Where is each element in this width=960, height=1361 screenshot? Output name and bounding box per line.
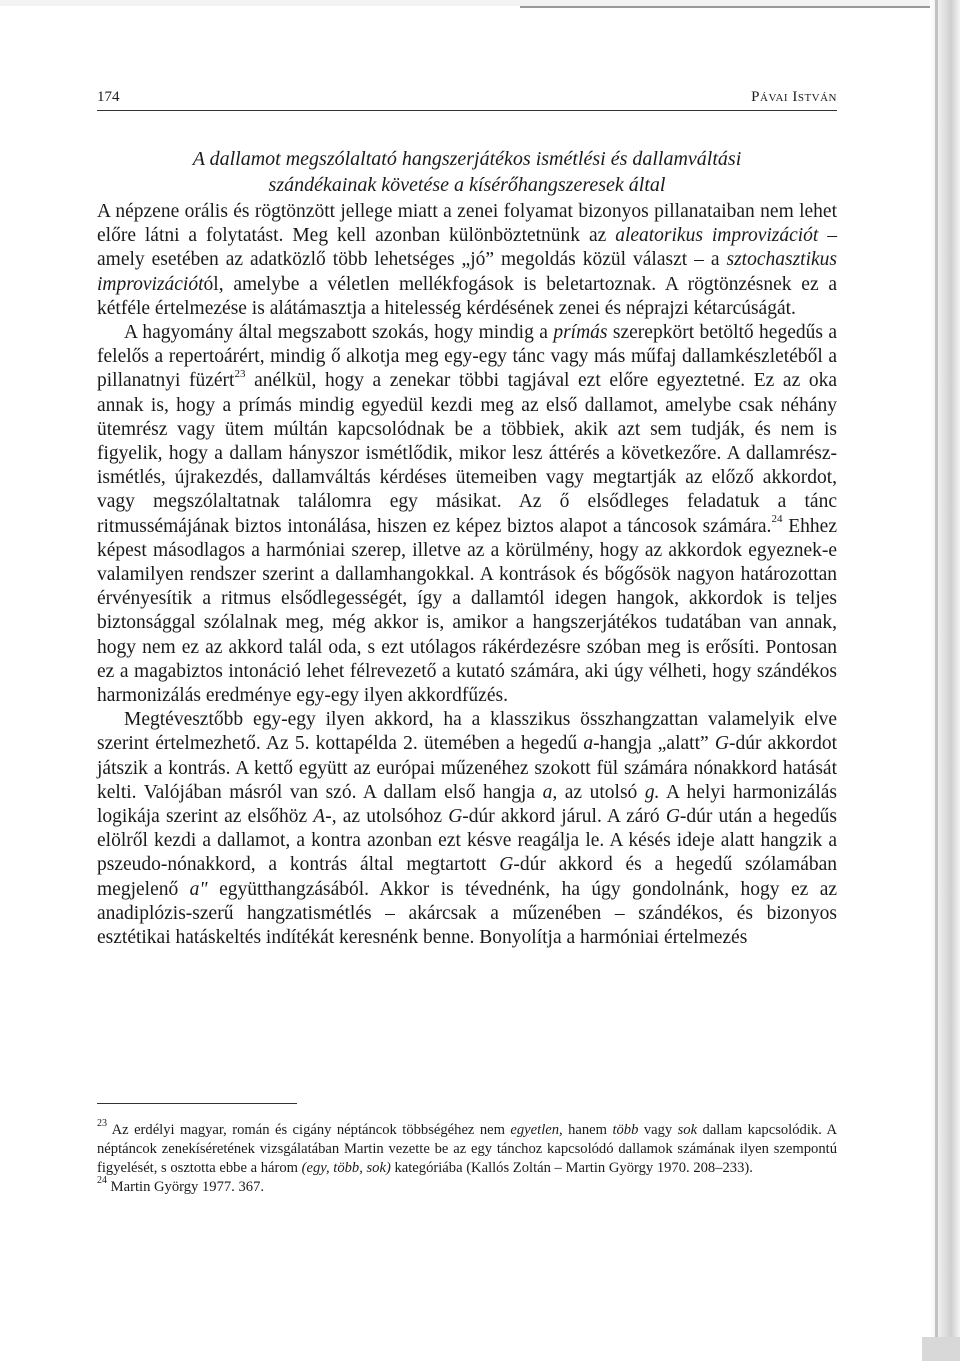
text-run: A népzene orális és rögtönzött jellege miatt a zenei folyamat bizonyos pillanataiban nem lehet előre látni a folytatást. Meg kell azonban különböztetnünk az xyxy=(97,201,837,247)
text-run: kategóriába (Kallós Zoltán – Martin György 1970. 208–233). xyxy=(390,1160,753,1176)
italic-term: prímás xyxy=(553,322,608,344)
text-run: -dúr akkord járul. A záró xyxy=(462,806,666,828)
scan-right-shadow xyxy=(935,0,938,1361)
footnote-ref-24[interactable]: 24 xyxy=(771,513,783,526)
footnote-divider xyxy=(97,1103,297,1104)
italic-term: g. xyxy=(644,781,660,803)
italic-term: (egy, több, sok) xyxy=(301,1160,391,1176)
paragraph-3 xyxy=(97,708,837,950)
paragraph-2 xyxy=(97,321,837,708)
text-run: Az erdélyi magyar, román és cigány néptáncok többségéhez nem xyxy=(107,1122,511,1138)
footnote-23 xyxy=(97,1118,837,1178)
text-run: Ehhez képest másodlagos a harmóniai szerep, illetve az a körülmény, hogy az akkordok egyeznek-e valamilyen rendszer szerint a dallamhangokkal. A kontrások és bőgősök nagyon határozottan érvényesítik a ritmus elsődlegességét, így a dallamtól idegen hangok, akkordok is teljes biztonsággal szólalnak meg, még akkor is, amikor a hangszerjátékos tudatában van annak, hogy nem ez az akkord talál oda, s ezt utólagos rákérdezésre szóban meg is erősíti. Pontosan ez a magabiztos intonáció lehet félrevezető a kutató számára, aki úgy vélheti, hogy szándékos harmonizálás eredménye egy-egy ilyen akkordfűzés. xyxy=(97,515,837,707)
footnote-number: 23 xyxy=(97,1118,107,1130)
italic-term: G xyxy=(499,854,514,876)
footnote-ref-23[interactable]: 23 xyxy=(234,367,246,380)
paragraph-1 xyxy=(97,200,837,321)
subtitle-line-2: szándékainak követése a kísérőhangszeresek által xyxy=(268,174,666,196)
italic-term: G xyxy=(448,806,463,828)
text-run: -dúr után a hegedűs elölről kezdi a dallamot, a kontra azonban ezt késve reagálja le. A késés ideje alatt hangzik a pszeudo-nónakkord, a kontrás által megtartott xyxy=(97,806,837,876)
footnotes xyxy=(97,1118,837,1197)
text-run: az utolsó xyxy=(557,781,645,803)
section-subtitle xyxy=(97,146,837,198)
text-run: – amely esetében az adatközlő több lehetséges „jó” megoldás közül választ – a xyxy=(97,225,838,271)
body-text xyxy=(97,200,837,950)
running-header xyxy=(97,86,837,111)
text-run: -hangja „alatt” xyxy=(593,733,715,755)
text-run: -dúr akkordot játszik a kontrás. A kettő együtt az európai műzenéhez szokott fül számára nónakkord hatását kelti. Valójában másról van szó. A dallam első hangja xyxy=(97,733,837,803)
text-run: hanem xyxy=(562,1122,613,1138)
italic-term: A xyxy=(313,806,326,828)
italic-term: aleatorikus improvizációt xyxy=(615,225,819,247)
footnote-24 xyxy=(97,1175,837,1197)
scan-top-line xyxy=(520,6,960,8)
italic-term: a, xyxy=(542,781,558,803)
italic-term: a" xyxy=(189,878,208,900)
text-run: ól, amelybe a véletlen mellékfogások is beletartoznak. A rögtönzésnek ez a kétféle értelmezése is alátámasztja a hitelesség kérdésének zenei és néprajzi kétarcúságát. xyxy=(97,273,837,319)
text-run: -, az utolsóhoz xyxy=(325,806,449,828)
text-run: anélkül, hogy a zenekar többi tagjával ezt előre egyeztetné. Ez az oka annak is, hogy a prímás mindig egyedül kezdi meg az első dallamot, amelybe csak néhány ütemrész vagy ütem múltán kapcsolódnak be a többiek, akik azt sem tudják, és nem is figyelik, hogy a dallam hányszor ismétlődik, mikor lesz áttérés a következőre. A dallamrész-ismétlés, újrakezdés, dallamváltás kérdéses ütemeiben vagy megtartják az előző akkordot, vagy megszólaltatnak találomra egy másikat. Az ő elsődleges feladatuk a tánc ritmussémájának biztos intonálása, hiszen ez képez biztos alapot a táncosok számára. xyxy=(97,370,837,537)
text-run: vagy xyxy=(638,1122,678,1138)
subtitle-line-1: A dallamot megszólaltató hangszerjátékos ismétlési és dallamváltási xyxy=(192,148,742,170)
text-run: -dúr akkord és a hegedű szólamában megjelenő xyxy=(97,854,838,900)
text-run: A helyi harmonizálás logikája szerint az elsőhöz xyxy=(97,781,837,828)
italic-term: a xyxy=(583,733,594,755)
italic-term: sztochasztikus improvizációt xyxy=(97,249,837,295)
text-run: A hagyomány által megszabott szokás, hogy mindig a xyxy=(124,322,554,344)
page-number: 174 xyxy=(97,89,120,105)
text-run: dallam kapcsolódik. A néptáncok zenekíséretének vizsgálatában Martin vezette be az egy tánchoz kapcsolódó dallamok számának ilyen szempontú figyelését, s osztotta ebbe a három xyxy=(97,1122,837,1176)
text-run: együtthangzásából. Akkor is tévednénk, ha úgy gondolnánk, hogy ez az anadiplózis-szerű hangzatismétlés – akárcsak a műzenében – szándékos, és bizonyos esztétikai hatáskeltés indítékát keresnénk benne. Bonyolítja a harmóniai értelmezés xyxy=(97,878,838,949)
italic-term: G xyxy=(665,806,680,828)
text-run: szerepkört betöltő hegedűs a felelős a repertoárért, mindig ő alkotja meg egy-egy tánc vagy más műfaj dallamkészletéből a pillanatnyi füzért xyxy=(97,322,838,392)
text-run: Martin György 1977. 367. xyxy=(107,1179,265,1195)
italic-term: sok xyxy=(677,1122,698,1138)
italic-term: egyetlen, xyxy=(510,1122,563,1138)
text-run: Megtévesztőbb egy-egy ilyen akkord, ha a klasszikus összhangzattan valamelyik elve szerint értelmezhető. Az 5. kottapélda 2. ütemében a hegedű xyxy=(97,709,837,755)
scan-corner-shadow xyxy=(922,1337,960,1361)
italic-term: több xyxy=(612,1122,639,1138)
footnote-number: 24 xyxy=(97,1175,107,1187)
italic-term: G xyxy=(714,733,729,755)
running-head-author: Pávai István xyxy=(751,89,837,105)
